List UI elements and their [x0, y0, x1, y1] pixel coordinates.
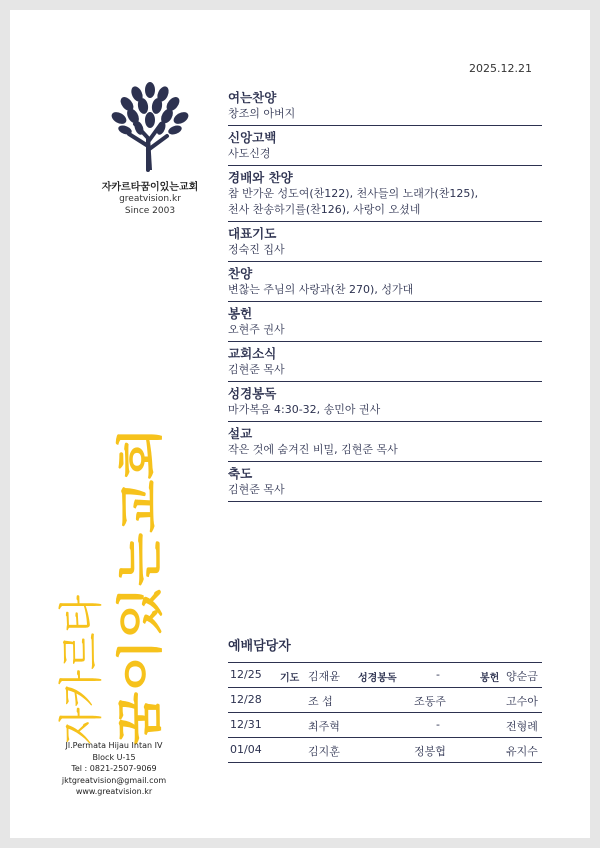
duty-offering: 유지수 — [506, 745, 538, 758]
order-item-title: 경배와 찬양 — [228, 170, 293, 185]
duty-row — [228, 712, 542, 737]
order-item — [228, 166, 542, 222]
vertical-title-line2: 꿈이있는교회 — [113, 478, 167, 745]
address-line2: Block U-15 — [92, 752, 136, 762]
church-website: greatvision.kr — [119, 194, 181, 204]
order-item-title: 성경봉독 — [228, 386, 277, 401]
duty-prayer: 최주혁 — [308, 720, 340, 733]
order-item-content: 정숙진 집사 — [228, 243, 285, 256]
church-since: Since 2003 — [124, 206, 176, 216]
order-item-content: 사도신경 — [228, 147, 271, 160]
duty-offering: 양순금 — [506, 670, 538, 683]
duty-reading: 조동주 — [414, 695, 446, 708]
order-item-title: 대표기도 — [228, 226, 277, 241]
duty-date: 01/04 — [230, 743, 262, 756]
duty-offering: 전형례 — [506, 720, 538, 733]
order-item — [228, 382, 542, 422]
order-item-content: 참 반가운 성도여(찬122), 천사들의 노래가(찬125), — [228, 187, 479, 200]
church-name: 자카르타꿈이있는교회 — [101, 182, 199, 193]
duty-prayer: 김지훈 — [308, 745, 340, 758]
duty-schedule — [228, 635, 542, 763]
vertical-church-title — [38, 420, 188, 745]
order-item-title: 축도 — [228, 466, 253, 481]
order-item-content: 작은 것에 숨겨진 비밀, 김현준 목사 — [228, 443, 398, 456]
duty-prayer: 김재윤 — [308, 670, 340, 683]
order-item — [228, 422, 542, 462]
duty-prayer: 조 섭 — [308, 695, 333, 708]
order-item-title: 설교 — [228, 426, 253, 441]
order-item-title: 교회소식 — [228, 346, 277, 361]
duty-date: 12/31 — [230, 718, 262, 731]
order-item-title: 신앙고백 — [228, 130, 277, 145]
order-item-title: 찬양 — [228, 266, 253, 281]
bulletin-page — [10, 10, 590, 838]
order-item-content-line2: 천사 찬송하기를(찬126), 사랑이 오셨네 — [228, 203, 421, 216]
order-item-content: 김현준 목사 — [228, 483, 285, 496]
vertical-title-line1: 자카르타 — [56, 574, 107, 745]
order-item — [228, 262, 542, 302]
church-logo — [70, 80, 230, 217]
order-item-content: 변찮는 주님의 사랑과(찬 270), 성가대 — [228, 283, 414, 296]
order-item-title: 여는찬양 — [228, 90, 277, 105]
contact-info — [54, 740, 174, 798]
duty-date: 12/25 — [230, 668, 262, 681]
address-line1: Jl.Permata Hijau Intan IV — [65, 741, 163, 750]
worship-order — [228, 86, 542, 502]
duty-reading: - — [436, 718, 440, 731]
order-item-content: 마가복음 4:30-32, 송민아 권사 — [228, 403, 381, 416]
order-item — [228, 126, 542, 166]
contact-web: www.greatvision.kr — [75, 787, 153, 796]
contact-email: jktgreatvision@gmail.com — [61, 775, 167, 785]
duty-title: 예배담당자 — [228, 639, 291, 654]
order-item — [228, 86, 542, 126]
duty-reading: 정봉협 — [414, 745, 446, 758]
duty-row — [228, 687, 542, 712]
order-item — [228, 222, 542, 262]
order-item — [228, 342, 542, 382]
order-item — [228, 302, 542, 342]
order-item-content: 오현주 권사 — [228, 323, 285, 336]
duty-row — [228, 737, 542, 763]
duty-reading: - — [436, 668, 440, 681]
order-item-content: 김현준 목사 — [228, 363, 285, 376]
duty-label-offering: 봉헌 — [480, 673, 500, 684]
duty-label-prayer: 기도 — [280, 673, 300, 684]
duty-offering: 고수아 — [506, 695, 538, 708]
duty-row — [228, 662, 542, 687]
tree-icon — [105, 80, 195, 172]
contact-tel: Tel : 0821-2507-9069 — [71, 764, 157, 773]
order-item-content: 창조의 아버지 — [228, 107, 296, 120]
bulletin-date: 2025.12.21 — [469, 62, 532, 75]
duty-date: 12/28 — [230, 693, 262, 706]
order-item — [228, 462, 542, 502]
duty-label-reading: 성경봉독 — [358, 673, 397, 684]
order-item-title: 봉헌 — [228, 306, 253, 321]
